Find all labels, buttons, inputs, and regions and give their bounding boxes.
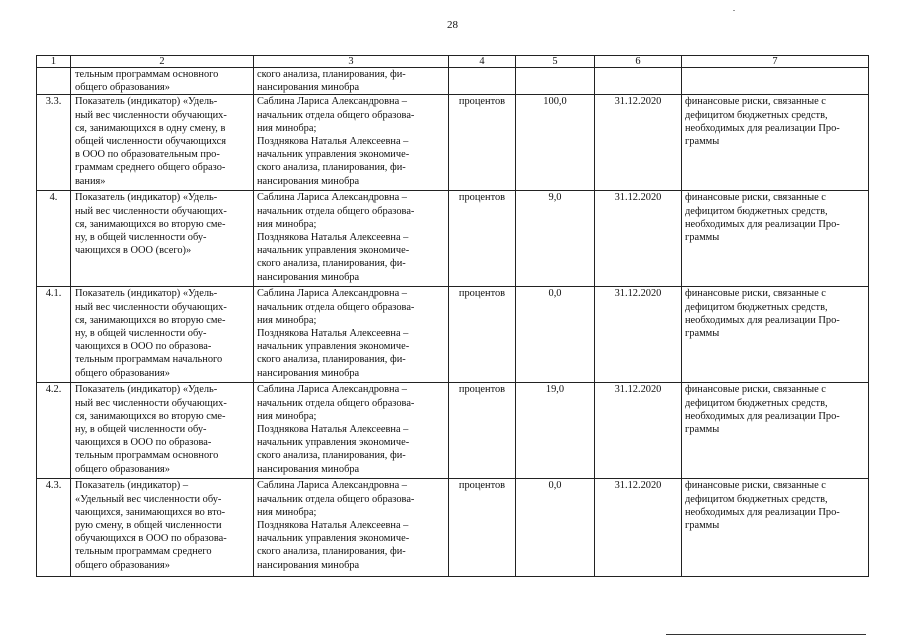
table-row xyxy=(37,479,869,577)
responsible-cell: Саблина Лариса Александровна – начальник отдела общего образова- ния минобра; Позднякова Наталья Алексеевна – начальник управления экономиче- ского анализа, планирования, фи- нансирования минобра xyxy=(254,95,449,191)
responsible-cell: Саблина Лариса Александровна – начальник отдела общего образова- ния минобра; Позднякова Наталья Алексеевна – начальник управления экономиче- ского анализа, планирования, фи- нансирования минобра xyxy=(254,479,449,577)
column-header: 2 xyxy=(71,56,254,68)
value-cell: 19,0 xyxy=(516,383,595,479)
column-header: 6 xyxy=(595,56,682,68)
table-header-row xyxy=(37,56,869,68)
table-row xyxy=(37,383,869,479)
column-header: 5 xyxy=(516,56,595,68)
scan-mark xyxy=(733,10,735,11)
column-header: 1 xyxy=(37,56,71,68)
row-number: 4.2. xyxy=(37,383,71,479)
indicator-cell: Показатель (индикатор) – «Удельный вес численности обу- чающихся, занимающихся во вто- рую смену, в общей численности обучающихся в ООО по образова- тельным программам среднего общего образования» xyxy=(71,479,254,577)
value-cell: 9,0 xyxy=(516,191,595,287)
row-number: 4.1. xyxy=(37,287,71,383)
indicator-cell: тельным программам основного общего образования» xyxy=(71,68,254,95)
row-number: 3.3. xyxy=(37,95,71,191)
row-number: 4.3. xyxy=(37,479,71,577)
indicator-cell: Показатель (индикатор) «Удель- ный вес численности обучающих- ся, занимающихся во вторую сме- ну, в общей численности обу- чающихся в ООО по образова- тельным программам начального общего образования» xyxy=(71,287,254,383)
value-cell: 100,0 xyxy=(516,95,595,191)
date-cell: 31.12.2020 xyxy=(595,383,682,479)
indicator-cell: Показатель (индикатор) «Удель- ный вес численности обучающих- ся, занимающихся во вторую сме- ну, в общей численности обу- чающихся в ООО по образова- тельным программам основного общего образования» xyxy=(71,383,254,479)
row-number xyxy=(37,68,71,95)
date-cell: 31.12.2020 xyxy=(595,479,682,577)
risks-cell xyxy=(682,68,869,95)
unit-cell: процентов xyxy=(449,383,516,479)
date-cell: 31.12.2020 xyxy=(595,287,682,383)
table-row xyxy=(37,95,869,191)
unit-cell: процентов xyxy=(449,191,516,287)
indicators-table xyxy=(36,55,869,577)
date-cell: 31.12.2020 xyxy=(595,191,682,287)
responsible-cell: ского анализа, планирования, фи- нансирования минобра xyxy=(254,68,449,95)
unit-cell xyxy=(449,68,516,95)
risks-cell: финансовые риски, связанные с дефицитом бюджетных средств, необходимых для реализации Про- граммы xyxy=(682,479,869,577)
column-header: 4 xyxy=(449,56,516,68)
unit-cell: процентов xyxy=(449,95,516,191)
unit-cell: процентов xyxy=(449,479,516,577)
responsible-cell: Саблина Лариса Александровна – начальник отдела общего образова- ния минобра; Позднякова Наталья Алексеевна – начальник управления экономиче- ского анализа, планирования, фи- нансирования минобра xyxy=(254,287,449,383)
responsible-cell: Саблина Лариса Александровна – начальник отдела общего образова- ния минобра; Позднякова Наталья Алексеевна – начальник управления экономиче- ского анализа, планирования, фи- нансирования минобра xyxy=(254,191,449,287)
indicator-cell: Показатель (индикатор) «Удель- ный вес численности обучающих- ся, занимающихся во вторую сме- ну, в общей численности обу- чающихся в ООО (всего)» xyxy=(71,191,254,287)
risks-cell: финансовые риски, связанные с дефицитом бюджетных средств, необходимых для реализации Про- граммы xyxy=(682,287,869,383)
value-cell: 0,0 xyxy=(516,479,595,577)
date-cell: 31.12.2020 xyxy=(595,95,682,191)
risks-cell: финансовые риски, связанные с дефицитом бюджетных средств, необходимых для реализации Про- граммы xyxy=(682,191,869,287)
unit-cell: процентов xyxy=(449,287,516,383)
table-row xyxy=(37,191,869,287)
column-header: 7 xyxy=(682,56,869,68)
responsible-cell: Саблина Лариса Александровна – начальник отдела общего образова- ния минобра; Позднякова Наталья Алексеевна – начальник управления экономиче- ского анализа, планирования, фи- нансирования минобра xyxy=(254,383,449,479)
table-row xyxy=(37,68,869,95)
value-cell xyxy=(516,68,595,95)
risks-cell: финансовые риски, связанные с дефицитом бюджетных средств, необходимых для реализации Про- граммы xyxy=(682,383,869,479)
value-cell: 0,0 xyxy=(516,287,595,383)
indicator-cell: Показатель (индикатор) «Удель- ный вес численности обучающих- ся, занимающихся в одну смену, в общей численности обучающихся в ООО по образовательным про- граммам среднего общего образо- вания» xyxy=(71,95,254,191)
row-number: 4. xyxy=(37,191,71,287)
risks-cell: финансовые риски, связанные с дефицитом бюджетных средств, необходимых для реализации Про- граммы xyxy=(682,95,869,191)
bottom-rule xyxy=(666,634,866,635)
date-cell xyxy=(595,68,682,95)
column-header: 3 xyxy=(254,56,449,68)
page-number: 28 xyxy=(447,19,458,31)
table-row xyxy=(37,287,869,383)
